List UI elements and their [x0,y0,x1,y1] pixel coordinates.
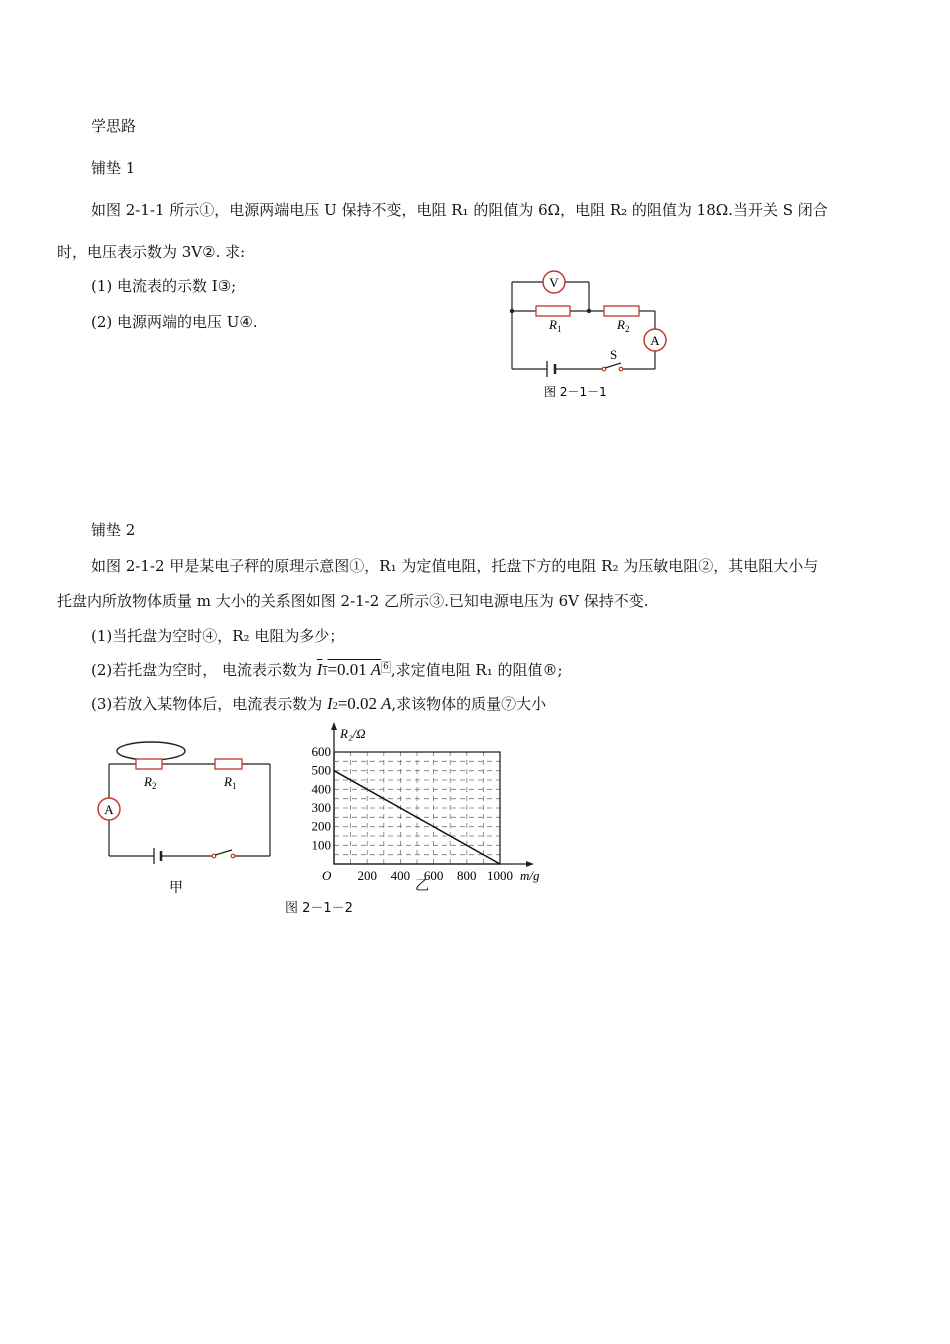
x-tick-labels [357,868,513,883]
y-axis-label: R₂/Ω [340,726,366,741]
left-figure-label: 甲 [169,880,183,896]
figure-caption-2-1-1: 图 2－1－1 [544,385,607,399]
problem2-line2: 托盘内所放物体质量 m 大小的关系图如图 2-1-2 乙所示③.已知电源电压为 6V 保持不变. [57,592,649,610]
q3-prefix: (3)若放入某物体后，电流表示数为 [91,695,328,713]
resistor-r1-icon [215,759,242,769]
r2-mass-chart [300,716,555,896]
x-tick-label: 600 [423,868,444,883]
x-tick-label: 800 [457,868,477,883]
r2-label: $R_2$ [144,774,157,791]
voltmeter-label: V [549,275,559,290]
q2-math: I1=0.01 A [316,660,382,679]
r1-label: $R_1$ [224,774,237,791]
q3-math: I2=0.02 A [327,694,392,713]
y-tick-label: 200 [311,818,331,834]
q3-suffix: ,求该物体的质量⑦大小 [391,695,547,713]
y-tick-label: 100 [311,837,331,853]
y-tick-label: 500 [311,762,331,778]
ammeter-label: A [650,333,660,348]
section-title: 学思路 [91,117,137,135]
origin-label: O [322,868,332,883]
y-tick-label: 400 [311,781,331,797]
problem2-label: 铺垫 2 [91,521,136,539]
switch-label: S [610,347,618,362]
problem2-line1: 如图 2-1-2 甲是某电子秤的原理示意图①，R₁ 为定值电阻，托盘下方的电阻 R₂ 为压敏电阻②，其电阻大小与 [91,557,819,575]
tray-icon [117,742,185,760]
problem1-q1: (1) 电流表的示数 I③; [91,277,237,295]
y-tick-labels [312,744,332,852]
q2-mark: 6 [383,662,389,672]
chart-grid [334,752,500,864]
resistor-r2-icon [136,759,162,769]
circuit-figure-2-1-2-left [95,738,280,898]
ammeter-label: A [104,802,114,817]
x-tick-label: 400 [390,868,411,883]
x-axis-label: m/g [520,868,540,883]
problem1-line2: 时，电压表示数为 3V②. 求: [57,243,246,261]
problem1-label: 铺垫 1 [91,159,136,177]
problem1-line1: 如图 2-1-1 所示①，电源两端电压 U 保持不变，电阻 R₁ 的阻值为 6Ω，电阻 R₂ 的阻值为 18Ω.当开关 S 闭合 [91,201,828,219]
r2-label: $R_2$ [617,317,630,334]
y-tick-label: 300 [311,800,331,815]
problem2-q1: (1)当托盘为空时④，R₂ 电阻为多少； [91,627,345,645]
resistor-r1-icon [536,306,570,316]
figure-caption-2-1-2: 图 2－1－2 [285,901,353,916]
right-figure-label: 乙 [415,878,429,894]
q2-suffix: ,求定值电阻 R₁ 的阻值®; [390,661,563,679]
x-tick-label: 1000 [487,868,513,883]
y-axis-arrow-icon [331,722,337,730]
problem1-q2: (2) 电源两端的电压 U④. [91,313,258,331]
problem2-q3 [91,694,546,717]
resistor-r2-icon [604,306,639,316]
y-tick-label: 600 [311,744,331,759]
r1-label: $R_1$ [549,317,562,334]
circuit-figure-2-1-1 [500,262,680,404]
x-axis-arrow-icon [526,861,534,867]
problem2-q2 [91,657,563,683]
x-tick-label: 200 [357,868,377,883]
q2-prefix: (2)若托盘为空时， 电流表示数为 [91,661,317,679]
